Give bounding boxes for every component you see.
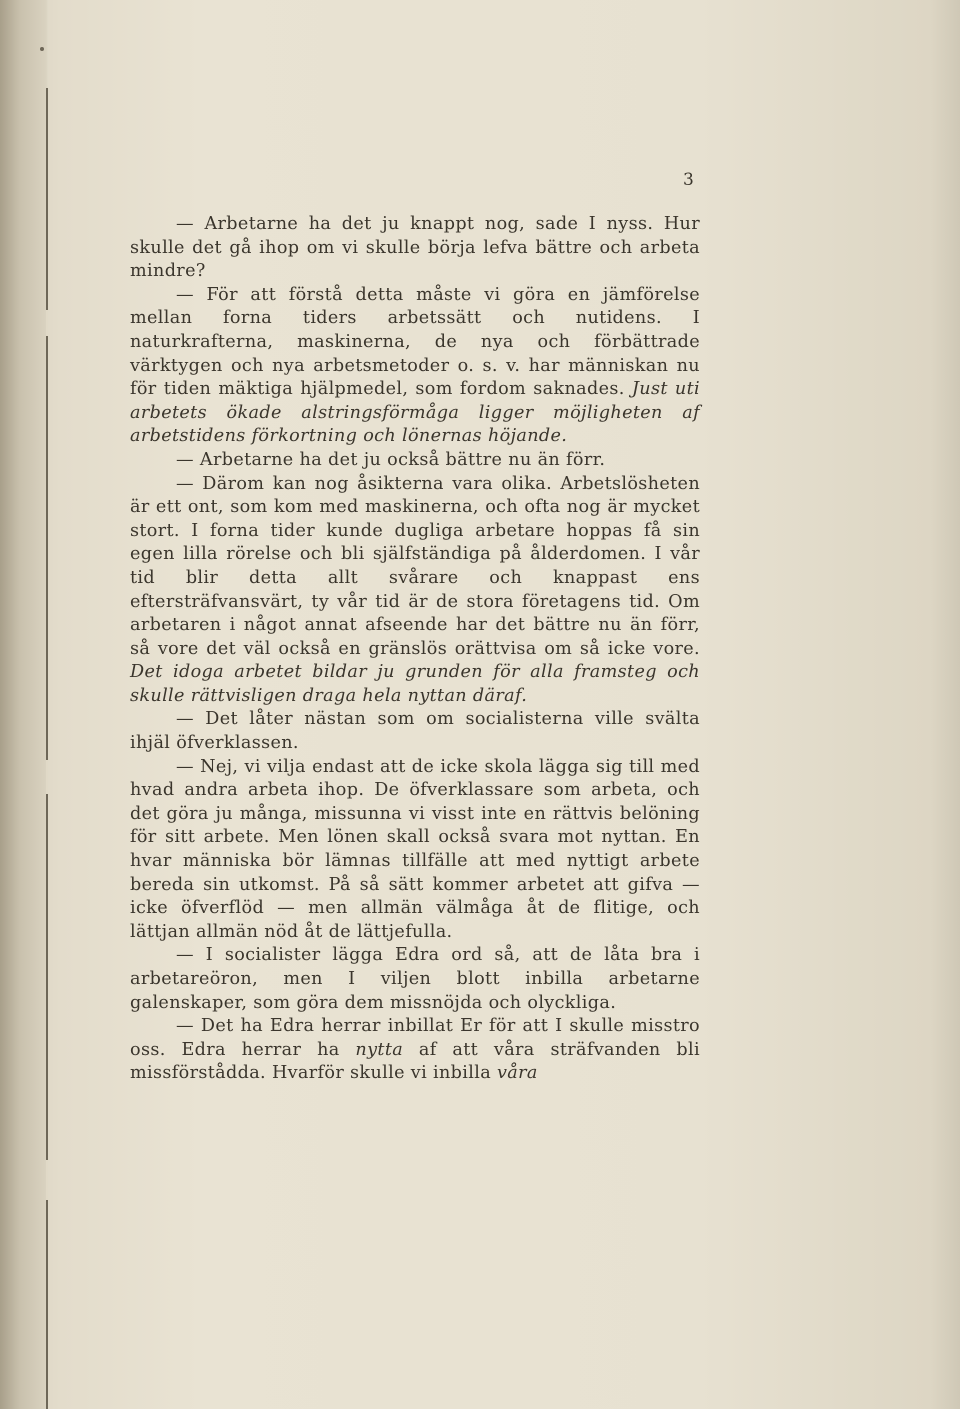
italic-text-run: Det idoga arbetet bildar ju grunden för alla framsteg och skulle rättvisligen draga hela nyttan däraf. [130,662,700,706]
italic-text-run: våra [497,1063,538,1084]
paper-speck [40,47,44,51]
paragraph: — I socialister lägga Edra ord så, att de låta bra i arbetareöron, men I viljen blott inbilla arbetarne galenskaper, som göra dem missnöjda och olyckliga. [130,945,700,1013]
paragraph [130,284,700,449]
book-spine-shadow [0,0,48,1409]
page-fold-line [46,88,48,1409]
text-run: — För att förstå detta måste vi göra en jämförelse mellan forna tiders arbetssätt och nutidens. I naturkrafterna, maskinerna, de nya och förbättrade värktygen och nya arbetsmetoder o. s. v. har människan nu för tiden mäktiga hjälpmedel, som fordom saknades. [130,284,700,400]
fold-line-gap [46,1160,48,1200]
paragraph: — Arbetarne ha det ju också bättre nu än förr. [176,449,606,470]
paragraph: — Det låter nästan som om socialisterna ville svälta ihjäl öfverklassen. [130,709,700,754]
text-run: — Det ha Edra herrar inbillat Er för att I skulle misstro oss. Edra herrar ha [130,1016,700,1060]
body-text [130,165,700,1086]
paragraph [130,473,700,709]
text-run: — Därom kan nog åsikterna vara olika. Arbetslösheten är ett ont, som kom med maskinerna, och ofta nog är mycket stort. I forna tider kunde dugliga arbetare hoppas få sin egen lilla rörelse och bli själfständiga på ålderdomen. I vår tid blir detta allt svårare och knappast ens eftersträfvansvärt, ty vår tid är de stora företagens tid. Om arbetaren i något annat afseende har det bättre nu än förr, så vore det väl också en gränslös orättvisa om så icke vore. [130,473,700,659]
paragraph [130,1015,700,1086]
paragraph: — Nej, vi vilja endast att de icke skola lägga sig till med hvad andra arbeta ihop. De öfverklassare som arbeta, och det göra ju många, missunna vi visst inte en rättvis belöning för sitt arbete. Men lönen skall också svara mot nyttan. En hvar människa bör lämnas tillfälle att med nyttigt arbete bereda sin utkomst. På så sätt kommer arbetet att gifva — icke öfverflöd — men allmän välmåga åt de flitige, och lättjan allmän nöd åt de lättjefulla. [130,756,700,942]
text-run: af att våra sträfvanden bli missförstådda. Hvarför skulle vi inbilla [130,1039,700,1084]
italic-text-run: Just uti arbetets ökade alstringsförmåga ligger möjligheten af arbetstidens förkortning och lönernas höjande. [130,379,701,447]
fold-line-gap [46,760,48,794]
italic-text-run: nytta [355,1039,404,1060]
paragraph: — Arbetarne ha det ju knappt nog, sade I nyss. Hur skulle det gå ihop om vi skulle börja lefva bättre och arbeta mindre? [130,214,700,282]
fold-line-gap [46,310,48,336]
page-number: 3 [683,170,694,190]
